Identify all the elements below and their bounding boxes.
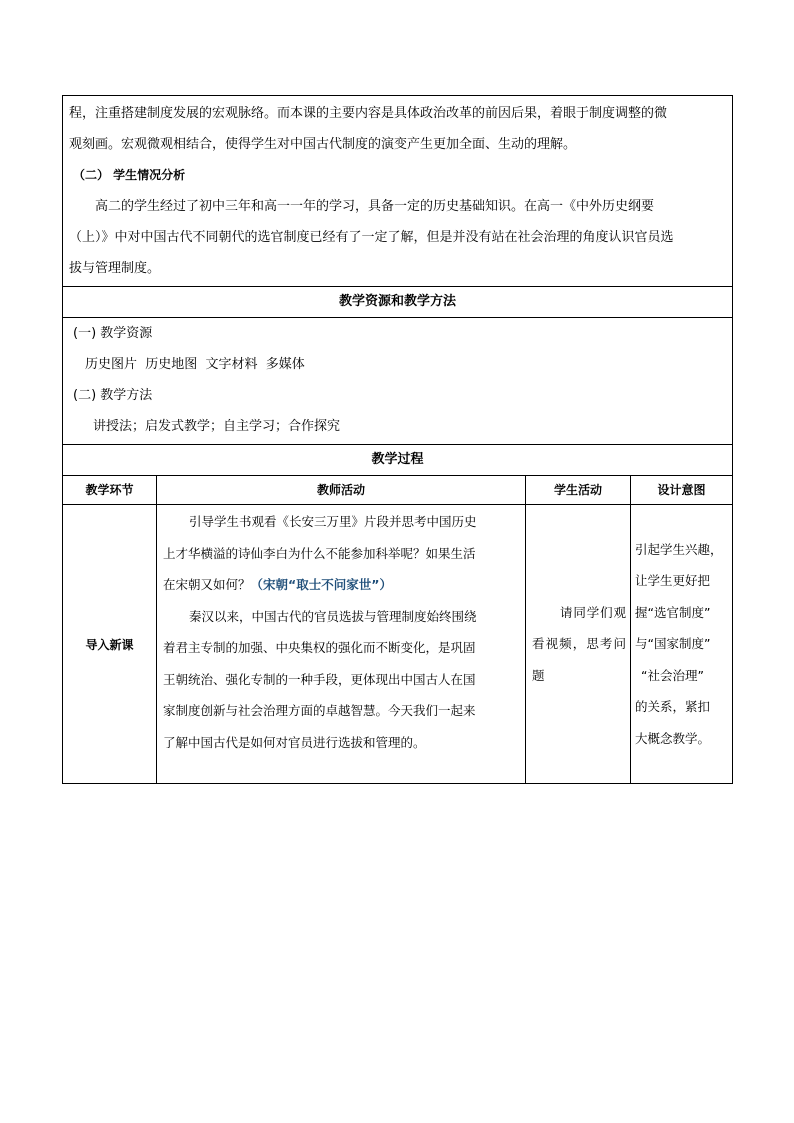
teacher-line: 秦汉以来，中国古代的官员选拔与管理制度始终围绕 <box>189 608 477 624</box>
methods-list: 讲授法；启发式教学；自主学习；合作探究 <box>93 419 341 434</box>
column-header-design: 设计意图 <box>631 476 733 505</box>
design-line: 的关系，紧扣 <box>635 699 711 715</box>
design-line: 大概念教学。 <box>635 730 711 746</box>
analysis-line: 高二的学生经过了初中三年和高一一年的学习，具备一定的历史基础知识。在高一《中外历史纲要 <box>95 199 655 214</box>
resources-row <box>63 318 733 445</box>
methods-subheading: (二) 教学方法 <box>73 388 153 403</box>
column-header-stage: 教学环节 <box>63 476 157 505</box>
design-line: 让学生更好把 <box>635 573 711 589</box>
analysis-cell <box>63 96 733 287</box>
stage-cell <box>63 505 157 784</box>
teacher-line: 上才华横溢的诗仙李白为什么不能参加科举呢？如果生活 <box>163 545 476 561</box>
analysis-line: 程，注重搭建制度发展的宏观脉络。而本课的主要内容是具体政治改革的前因后果，着眼于制度调整的微 <box>69 106 668 121</box>
lesson-plan-document <box>62 95 732 784</box>
analysis-line: 观刻画。宏观微观相结合，使得学生对中国古代制度的演变产生更加全面、生动的理解。 <box>69 137 577 152</box>
column-header-student: 学生活动 <box>526 476 631 505</box>
design-line: “社会治理” <box>641 667 704 683</box>
resources-header-row <box>63 287 733 318</box>
teacher-line-text: 在宋朝又如何？ <box>163 577 251 592</box>
student-cell <box>526 505 631 784</box>
teacher-cell <box>157 505 526 784</box>
student-activity: 请同学们观看视频，思考问题 <box>532 604 626 683</box>
teacher-line: 着君主专制的加强、中央集权的强化而不断变化，是巩固 <box>163 640 476 655</box>
teacher-line: 了解中国古代是如何对官员进行选拔和管理的。 <box>163 734 426 750</box>
design-cell <box>631 505 733 784</box>
teacher-line: 引导学生书观看《长安三万里》片段并思考中国历史 <box>189 514 477 529</box>
resources-items: 历史图片 历史地图 文字材料 多媒体 <box>85 357 305 372</box>
resources-subheading: (一) 教学资源 <box>73 326 153 341</box>
teacher-line-with-highlight <box>157 569 525 601</box>
process-header-row <box>63 445 733 476</box>
analysis-line: 拔与管理制度。 <box>69 261 161 276</box>
design-line: 与“国家制度” <box>635 636 711 652</box>
column-header-teacher: 教师活动 <box>157 476 526 505</box>
analysis-line: （上）》中对中国古代不同朝代的选官制度已经有了一定了解，但是并没有站在社会治理的角度认识官员选 <box>69 230 674 245</box>
design-line: 握“选官制度” <box>635 604 711 620</box>
resources-cell <box>63 318 733 445</box>
teacher-line: 家制度创新与社会治理方面的卓越智慧。今天我们一起来 <box>163 703 476 718</box>
stage-label: 导入新课 <box>85 637 134 652</box>
process-header: 教学过程 <box>63 445 733 476</box>
resources-header: 教学资源和教学方法 <box>63 287 733 318</box>
design-line: 引起学生兴趣， <box>635 541 723 557</box>
student-analysis-heading: （二） 学生情况分析 <box>73 168 186 182</box>
column-header-row <box>63 476 733 505</box>
analysis-row <box>63 96 733 287</box>
teacher-line: 王朝统治、强化专制的一种手段，更体现出中国古人在国 <box>163 671 476 687</box>
process-row <box>63 505 733 784</box>
lesson-plan-table <box>62 95 733 784</box>
teacher-highlight: （宋朝“取士不问家世”） <box>250 577 392 592</box>
